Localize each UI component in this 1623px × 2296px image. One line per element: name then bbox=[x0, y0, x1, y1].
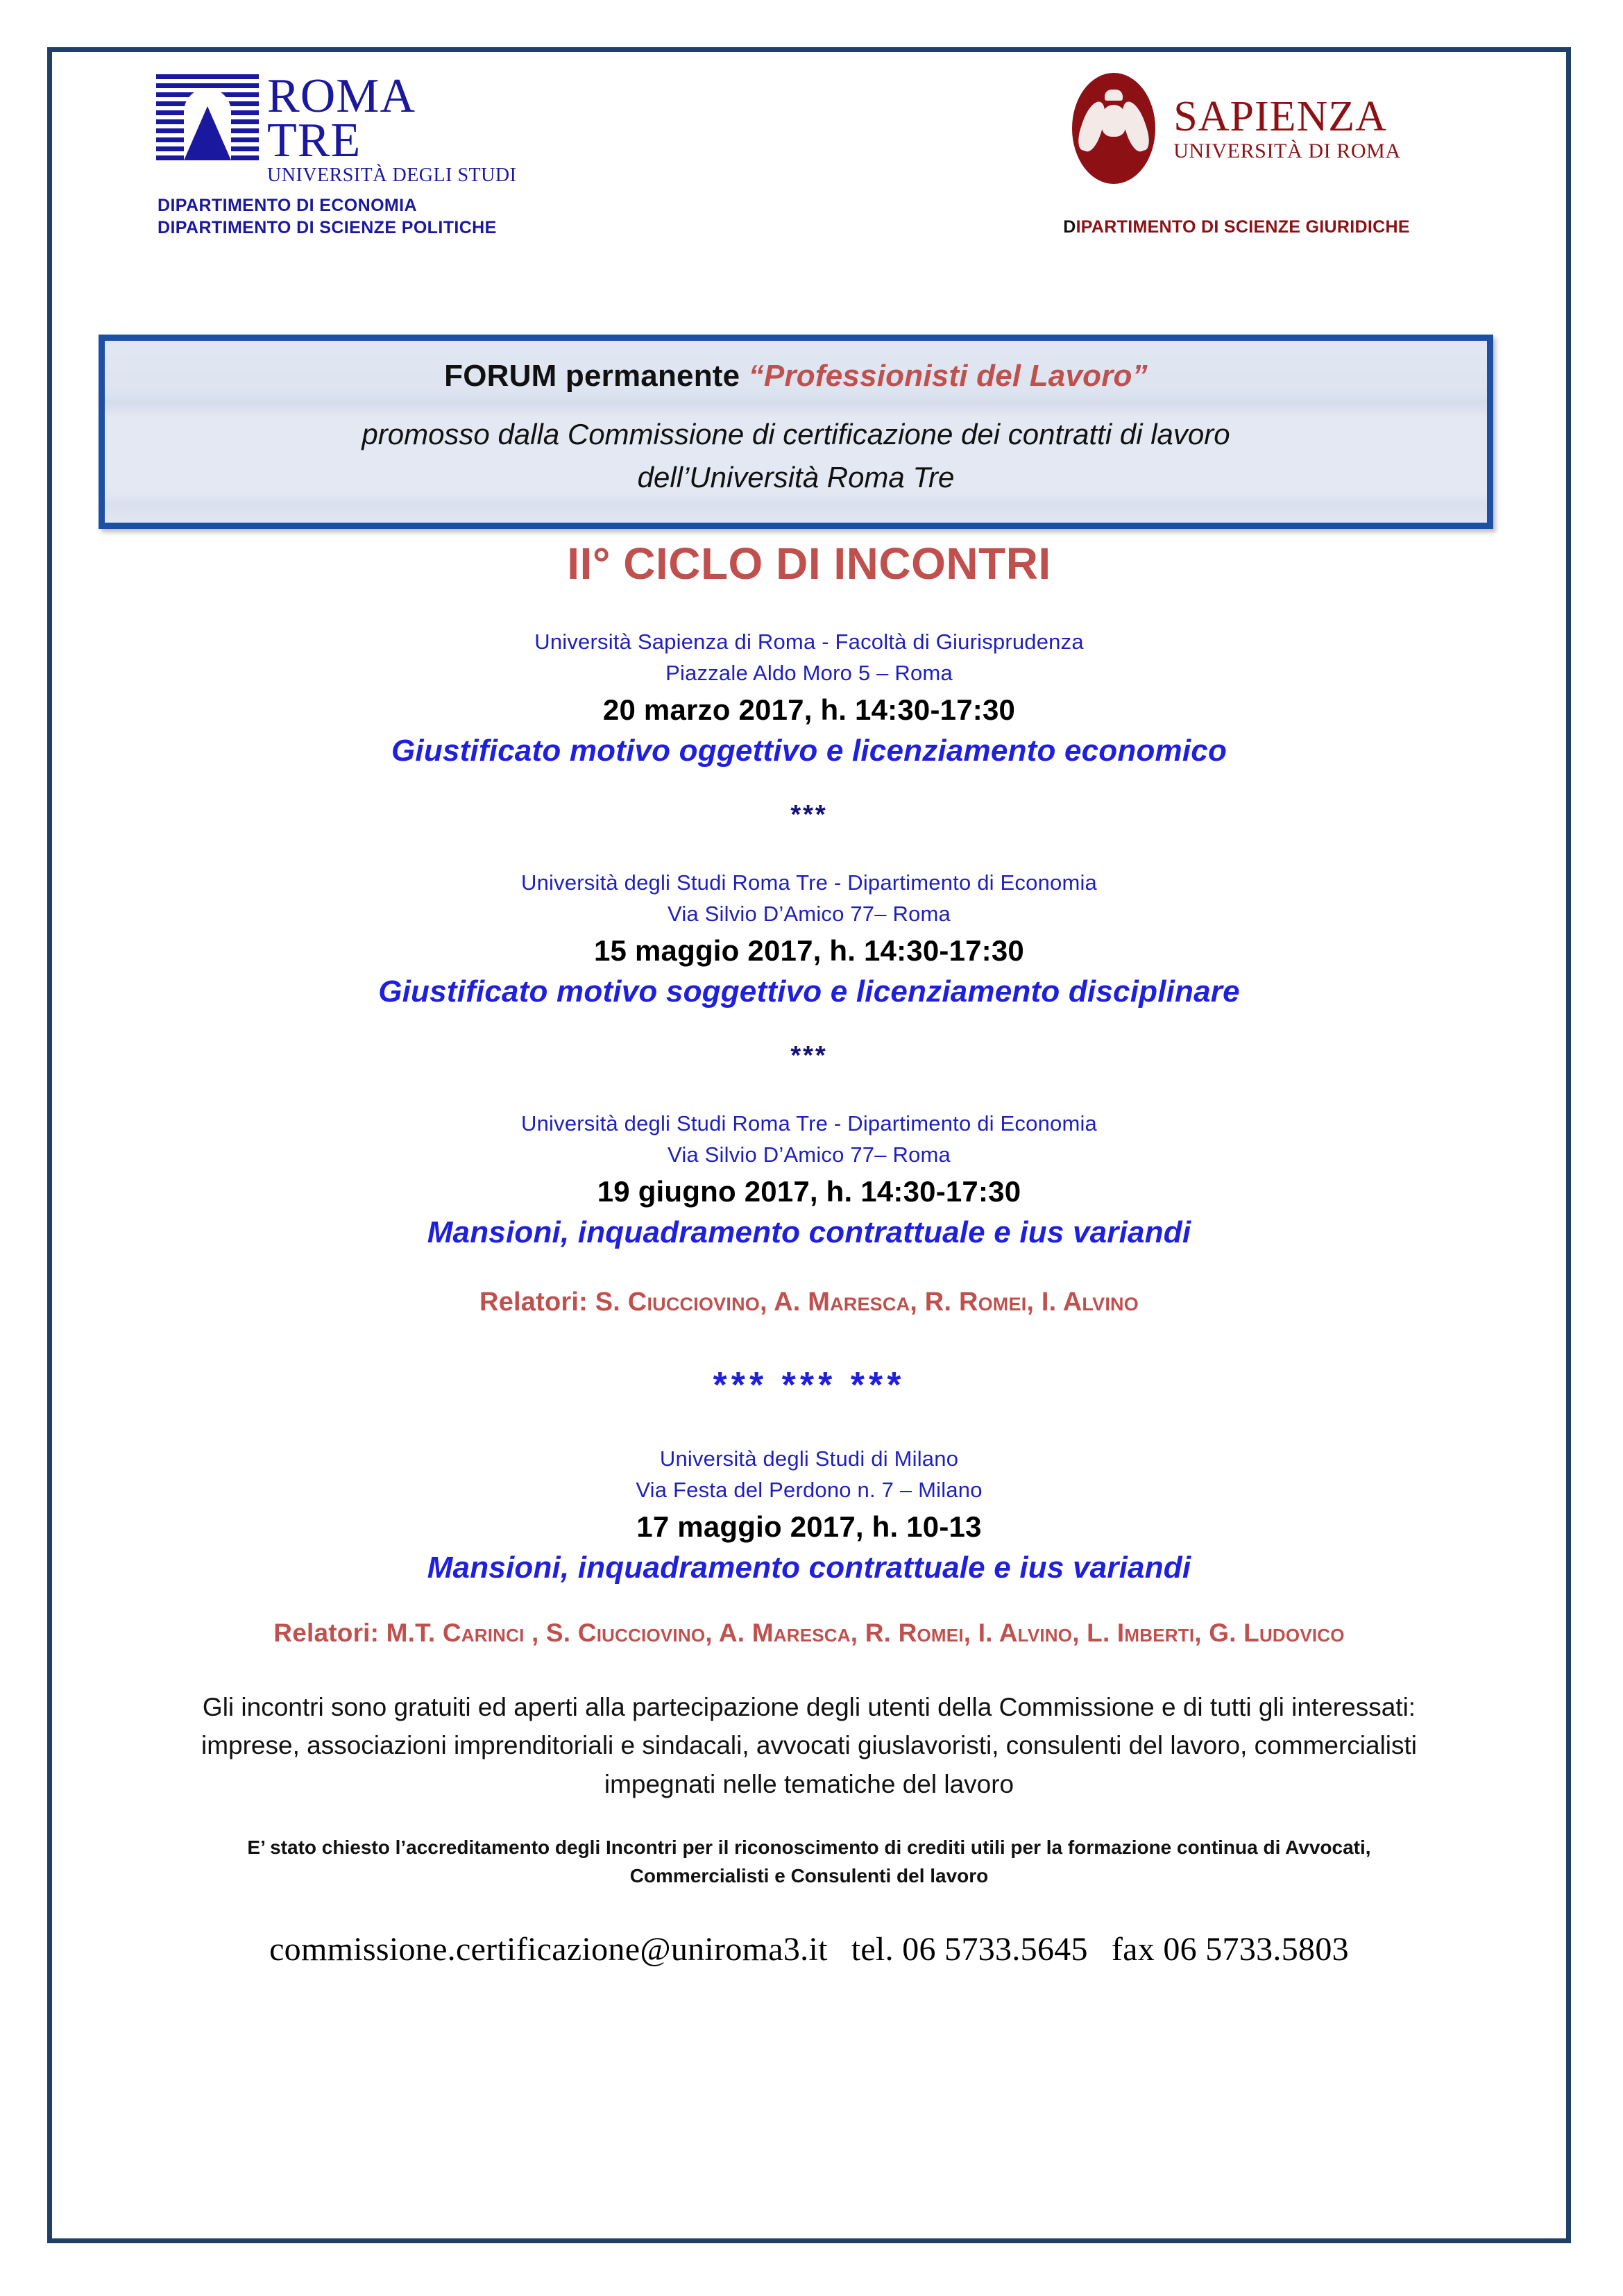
romatre-logo bbox=[156, 69, 683, 186]
sapienza-wordmark bbox=[1173, 95, 1400, 162]
major-separator: *** *** *** bbox=[713, 1365, 906, 1406]
event-topic: Giustificato motivo oggettivo e licenziamento economico bbox=[391, 733, 1227, 768]
speakers-label: Relatori: bbox=[273, 1618, 386, 1647]
speakers-names: M.T. Carinci , S. Ciucciovino, A. Maresca, R. Romei, I. Alvino, L. Imberti, G. Ludovico bbox=[386, 1618, 1345, 1647]
romatre-word-tre: TRE bbox=[267, 114, 362, 168]
forum-title-box bbox=[99, 335, 1493, 529]
seal-wing-left-icon bbox=[1075, 99, 1110, 154]
contact-tel: tel. 06 5733.5645 bbox=[851, 1931, 1088, 1968]
department-rest: IPARTIMENTO DI SCIENZE GIURIDICHE bbox=[1076, 217, 1410, 237]
contact-email[interactable]: commissione.certificazione@uniroma3.it bbox=[269, 1931, 828, 1968]
page-frame bbox=[47, 47, 1571, 2243]
event-venue: Università Sapienza di Roma - Facoltà di Giurisprudenza bbox=[534, 630, 1084, 654]
forum-subtitle bbox=[126, 413, 1466, 499]
event-venue: Università degli Studi di Milano bbox=[659, 1446, 959, 1471]
speakers-line-milano bbox=[52, 1619, 1566, 1648]
department-initial: D bbox=[1063, 217, 1076, 237]
section-separator: *** bbox=[790, 800, 828, 829]
romatre-tagline: UNIVERSITÀ DEGLI STUDI bbox=[267, 164, 517, 186]
forum-subtitle-line2: dell’Università Roma Tre bbox=[637, 461, 955, 494]
event-block bbox=[52, 868, 1566, 1009]
forum-title-accent: “Professionisti del Lavoro” bbox=[748, 359, 1148, 393]
event-venue: Università degli Studi Roma Tre - Dipartimento di Economia bbox=[521, 870, 1097, 895]
event-topic: Mansioni, inquadramento contrattuale e ius variandi bbox=[427, 1550, 1191, 1585]
sapienza-seal-icon bbox=[1072, 73, 1155, 184]
contact-line bbox=[52, 1930, 1566, 1968]
event-address: Via Festa del Perdono n. 7 – Milano bbox=[636, 1477, 983, 1502]
sapienza-logo-block bbox=[983, 73, 1490, 237]
sapienza-word-sub: UNIVERSITÀ DI ROMA bbox=[1173, 140, 1401, 162]
department-scienze-politiche: DIPARTIMENTO DI SCIENZE POLITICHE bbox=[158, 217, 497, 237]
event-topic: Mansioni, inquadramento contrattuale e ius variandi bbox=[427, 1215, 1191, 1249]
event-block bbox=[52, 627, 1566, 768]
forum-title-prefix: FORUM permanente bbox=[444, 359, 749, 393]
event-datetime: 17 maggio 2017, h. 10-13 bbox=[636, 1510, 982, 1543]
romatre-logo-block bbox=[156, 69, 683, 239]
event-block bbox=[52, 1108, 1566, 1250]
seal-wing-right-icon bbox=[1118, 99, 1153, 154]
sapienza-word-name: SAPIENZA bbox=[1173, 93, 1387, 140]
accreditation-note: E’ stato chiesto l’accreditamento degli Incontri per il riconoscimento di crediti utili per la formazione continua di Avvocati, Commercialisti e Consulenti del lavoro bbox=[247, 1837, 1371, 1886]
romatre-wordmark bbox=[267, 69, 517, 186]
romatre-arch-icon bbox=[156, 74, 259, 160]
speakers-line bbox=[52, 1288, 1566, 1317]
speakers-label: Relatori: bbox=[479, 1287, 595, 1317]
sapienza-logo bbox=[983, 73, 1490, 184]
main-content bbox=[52, 538, 1566, 1968]
event-address: Via Silvio D’Amico 77– Roma bbox=[668, 1142, 951, 1167]
seal-crown-icon bbox=[1105, 90, 1123, 101]
section-separator: *** bbox=[790, 1040, 828, 1070]
romatre-departments bbox=[158, 194, 683, 239]
event-datetime: 19 giugno 2017, h. 14:30-17:30 bbox=[597, 1174, 1021, 1208]
event-datetime: 20 marzo 2017, h. 14:30-17:30 bbox=[602, 693, 1016, 726]
sapienza-department bbox=[983, 217, 1490, 237]
forum-subtitle-line1: promosso dalla Commissione di certificazione dei contratti di lavoro bbox=[362, 418, 1230, 450]
contact-fax: fax 06 5733.5803 bbox=[1111, 1931, 1349, 1968]
page-header bbox=[52, 52, 1566, 281]
event-topic: Giustificato motivo soggettivo e licenziamento disciplinare bbox=[378, 974, 1240, 1008]
participation-note: Gli incontri sono gratuiti ed aperti alla partecipazione degli utenti della Commissione e di tutti gli interessati: imprese, associazioni imprenditoriali e sindacali, avvocati giuslavoristi, consulenti del lavoro, commercialisti impegnati nelle tematiche del lavoro bbox=[201, 1692, 1418, 1798]
event-datetime: 15 maggio 2017, h. 14:30-17:30 bbox=[594, 934, 1024, 967]
event-block-milano bbox=[52, 1444, 1566, 1585]
speakers-names: S. Ciucciovino, A. Maresca, R. Romei, I. Alvino bbox=[595, 1287, 1139, 1317]
forum-title-line bbox=[126, 359, 1466, 394]
department-economia: DIPARTIMENTO DI ECONOMIA bbox=[158, 195, 417, 215]
event-address: Piazzale Aldo Moro 5 – Roma bbox=[665, 660, 953, 685]
cycle-title: II° CICLO DI INCONTRI bbox=[567, 539, 1051, 589]
romatre-word-roma: ROMA bbox=[267, 69, 416, 123]
event-address: Via Silvio D’Amico 77– Roma bbox=[668, 901, 951, 926]
event-venue: Università degli Studi Roma Tre - Dipartimento di Economia bbox=[521, 1111, 1097, 1136]
